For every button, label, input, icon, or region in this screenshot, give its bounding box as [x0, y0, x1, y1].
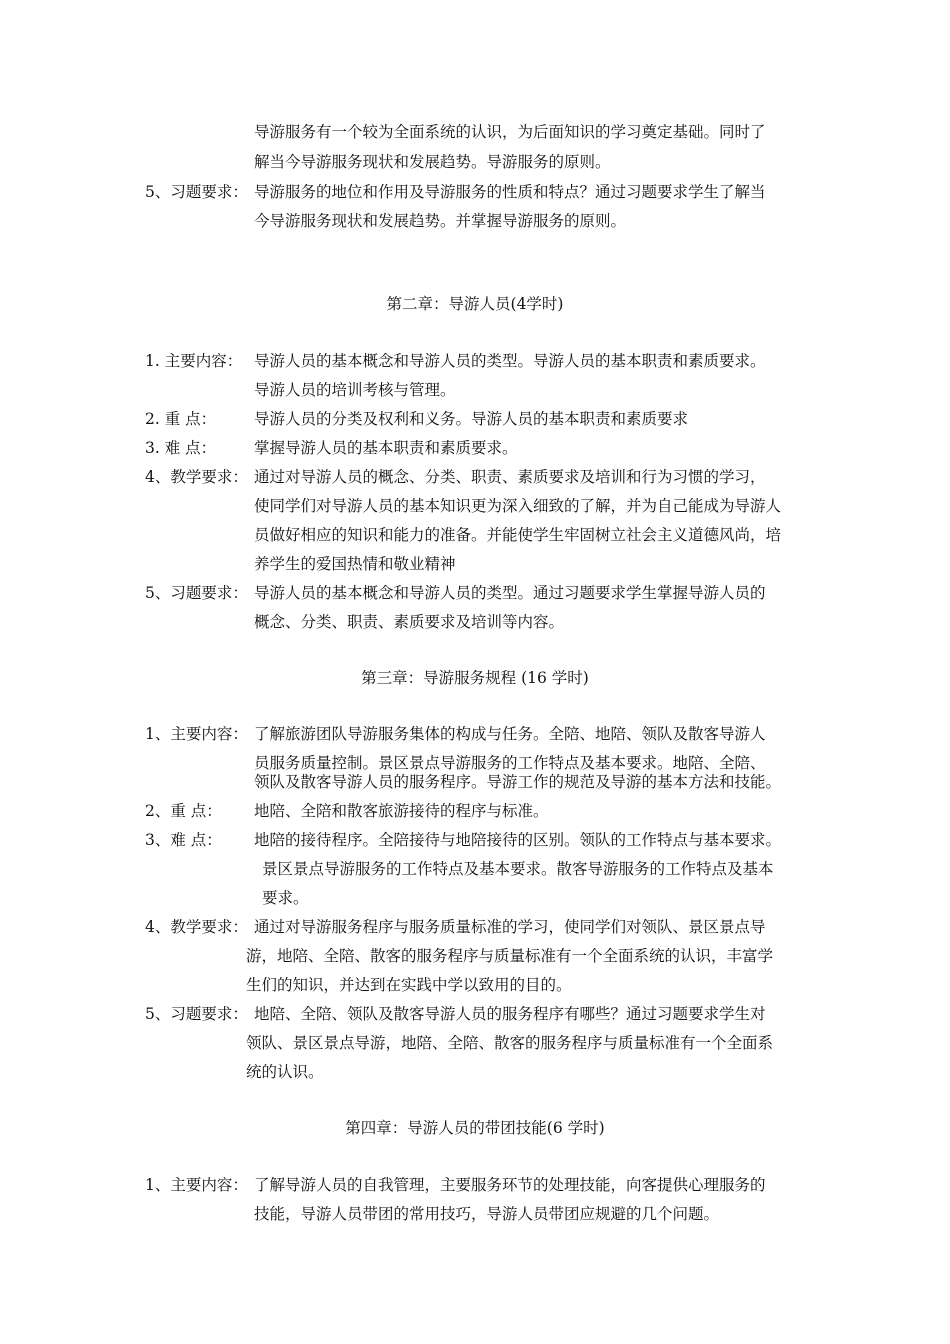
paragraph-line: 导游人员的培训考核与管理。 [254, 381, 456, 399]
paragraph-line: 了解旅游团队导游服务集体的构成与任务。全陪、地陪、领队及散客导游人 [254, 725, 766, 743]
paragraph-line: 生们的知识，并达到在实践中学以致用的目的。 [246, 976, 572, 994]
paragraph-line: 统的认识。 [246, 1063, 324, 1081]
paragraph-line: 领队、景区景点导游，地陪、全陪、散客的服务程序与质量标准有一个全面系 [246, 1034, 774, 1052]
paragraph-line: 今导游服务现状和发展趋势。并掌握导游服务的原则。 [254, 212, 627, 230]
paragraph-line: 领队及散客导游人员的服务程序。导游工作的规范及导游的基本方法和技能。 [254, 773, 782, 791]
paragraph-line: 通过对导游服务程序与服务质量标准的学习，使同学们对领队、景区景点导 [254, 918, 766, 936]
paragraph-line: 使同学们对导游人员的基本知识更为深入细致的了解，并为自己能成为导游人 [254, 497, 782, 515]
chapter-heading: 第四章：导游人员的带团技能(6 学时) [345, 1119, 605, 1137]
paragraph-line: 解当今导游服务现状和发展趋势。导游服务的原则。 [254, 153, 611, 171]
paragraph-line: 技能，导游人员带团的常用技巧，导游人员带团应规避的几个问题。 [254, 1205, 720, 1223]
paragraph-line: 导游人员的基本概念和导游人员的类型。导游人员的基本职责和素质要求。 [254, 352, 766, 370]
item-label: 3、难 点： [145, 831, 222, 849]
item-label: 2. 重 点： [145, 410, 217, 428]
paragraph-line: 景区景点导游服务的工作特点及基本要求。散客导游服务的工作特点及基本 [262, 860, 774, 878]
item-label: 5、习题要求： [145, 183, 248, 201]
paragraph-line: 概念、分类、职责、素质要求及培训等内容。 [254, 613, 565, 631]
paragraph-line: 员做好相应的知识和能力的准备。并能使学生牢固树立社会主义道德风尚，培 [254, 526, 782, 544]
item-label: 2、重 点： [145, 802, 222, 820]
item-label: 1. 主要内容： [145, 352, 243, 370]
paragraph-line: 了解导游人员的自我管理，主要服务环节的处理技能，向客提供心理服务的 [254, 1176, 766, 1194]
item-label: 5、习题要求： [145, 1005, 248, 1023]
paragraph-line: 要求。 [262, 889, 309, 907]
paragraph-line: 员服务质量控制。景区景点导游服务的工作特点及基本要求。地陪、全陪、 [254, 754, 766, 772]
paragraph-line: 游，地陪、全陪、散客的服务程序与质量标准有一个全面系统的认识，丰富学 [246, 947, 774, 965]
item-label: 4、教学要求： [145, 468, 248, 486]
paragraph-line: 通过对导游人员的概念、分类、职责、素质要求及培训和行为习惯的学习， [254, 468, 766, 486]
paragraph-line: 导游人员的基本概念和导游人员的类型。通过习题要求学生掌握导游人员的 [254, 584, 766, 602]
paragraph-line: 掌握导游人员的基本职责和素质要求。 [254, 439, 518, 457]
chapter-heading: 第三章：导游服务规程 (16 学时) [361, 669, 589, 687]
item-label: 5、习题要求： [145, 584, 248, 602]
item-label: 1、主要内容： [145, 1176, 248, 1194]
paragraph-line: 地陪的接待程序。全陪接待与地陪接待的区别。领队的工作特点与基本要求。 [254, 831, 782, 849]
item-label: 1、主要内容： [145, 725, 248, 743]
chapter-heading: 第二章：导游人员(4学时) [386, 295, 564, 313]
paragraph-line: 导游服务有一个较为全面系统的认识，为后面知识的学习奠定基础。同时了 [254, 123, 766, 141]
item-label: 3. 难 点： [145, 439, 217, 457]
item-label: 4、教学要求： [145, 918, 248, 936]
paragraph-line: 地陪、全陪、领队及散客导游人员的服务程序有哪些？通过习题要求学生对 [254, 1005, 766, 1023]
paragraph-line: 地陪、全陪和散客旅游接待的程序与标准。 [254, 802, 549, 820]
paragraph-line: 导游人员的分类及权利和义务。导游人员的基本职责和素质要求 [254, 410, 689, 428]
paragraph-line: 导游服务的地位和作用及导游服务的性质和特点？通过习题要求学生了解当 [254, 183, 766, 201]
paragraph-line: 养学生的爱国热情和敬业精神 [254, 555, 456, 573]
